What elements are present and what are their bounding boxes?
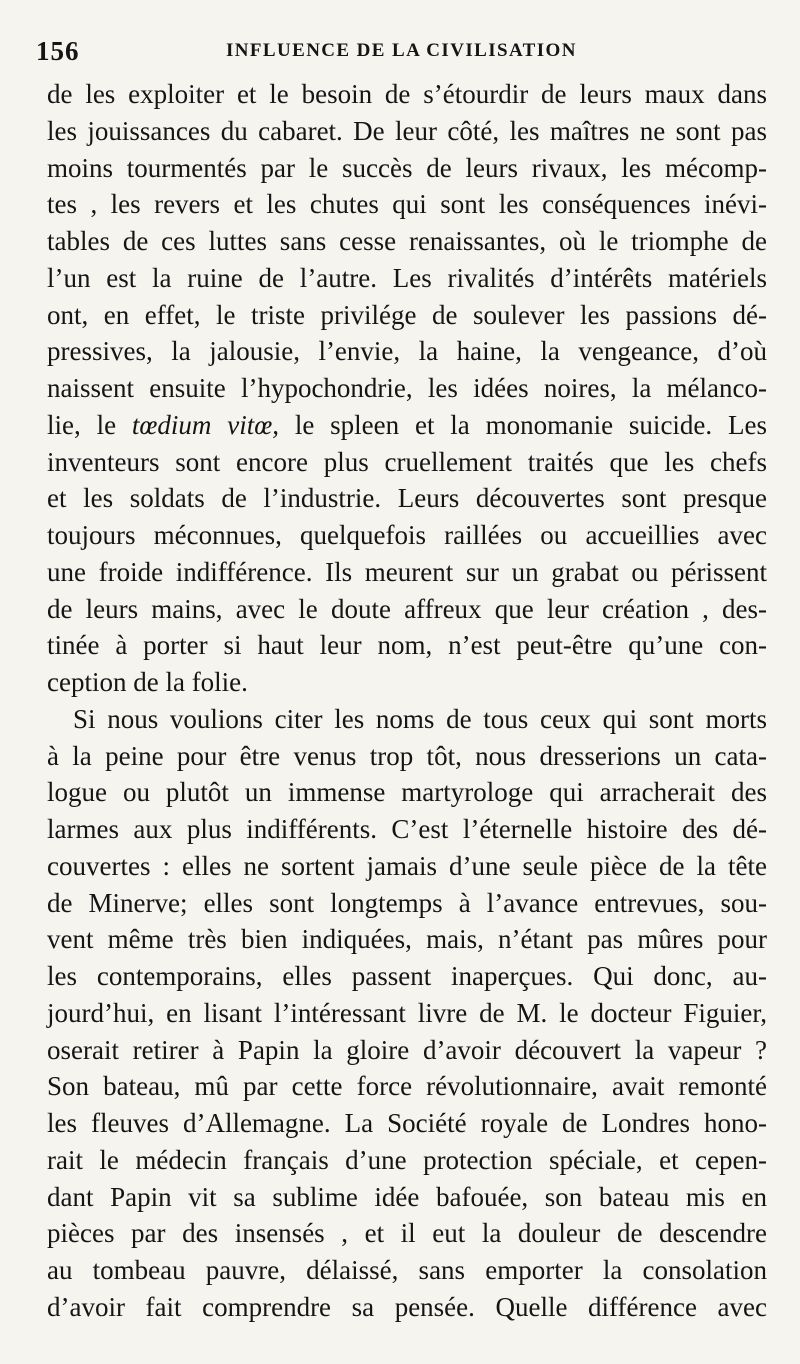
text-line: couvertes : elles ne sortent jamais d’une seule pièce de la tête <box>47 850 767 881</box>
running-title: INFLUENCE DE LA CIVILISATION <box>226 40 577 61</box>
text-segment: le spleen et la monomanie suicide. Les <box>279 409 767 440</box>
paragraph-1 <box>47 76 767 701</box>
italic-latin-phrase: tœdium vitœ, <box>131 409 279 440</box>
text-line: de Minerve; elles sont longtemps à l’avance entrevues, sou- <box>47 887 767 918</box>
text-line: naissent ensuite l’hypochondrie, les idées noires, la mélanco- <box>47 373 767 403</box>
text-line: inventeurs sont encore plus cruellement traités que les chefs <box>47 446 767 477</box>
text-line: de leurs mains, avec le doute affreux que leur création , des- <box>47 593 767 624</box>
text-line: et les soldats de l’industrie. Leurs découvertes sont presque <box>47 483 767 514</box>
text-line: pièces par des insensés , et il eut la douleur de descendre <box>47 1218 767 1249</box>
text-line: les contemporains, elles passent inaperçues. Qui donc, au- <box>47 961 767 991</box>
text-line: logue ou plutôt un immense martyrologe qui arracherait des <box>47 777 767 808</box>
text-line: d’avoir fait comprendre sa pensée. Quelle différence avec <box>47 1291 767 1322</box>
text-line: moins tourmentés par le succès de leurs rivaux, les mécomp- <box>47 152 767 183</box>
text-line: une froide indifférence. Ils meurent sur un grabat ou périssent <box>47 556 767 587</box>
text-line: Si nous voulions citer les noms de tous ceux qui sont morts <box>73 703 767 734</box>
text-line: au tombeau pauvre, délaissé, sans emporter la consolation <box>47 1255 767 1285</box>
page-header <box>36 36 756 72</box>
page-number: 156 <box>36 36 80 66</box>
text-line: ont, en effet, le triste privilége de soulever les passions dé- <box>47 299 767 330</box>
text-line: l’un est la ruine de l’autre. Les rivalités d’intérêts matériels <box>47 262 767 293</box>
text-line: dant Papin vit sa sublime idée bafouée, son bateau mis en <box>47 1181 767 1212</box>
text-line: oserait retirer à Papin la gloire d’avoir découvert la vapeur ? <box>47 1034 767 1065</box>
body-text <box>47 76 767 1326</box>
text-line: vent même très bien indiquées, mais, n’étant pas mûres pour <box>47 924 767 955</box>
text-line: pressives, la jalousie, l’envie, la haine, la vengeance, d’où <box>47 336 767 367</box>
text-line: tables de ces luttes sans cesse renaissantes, où le triomphe de <box>47 226 767 256</box>
text-line: les fleuves d’Allemagne. La Société royale de Londres hono- <box>47 1108 767 1138</box>
text-segment: lie, le <box>47 409 132 440</box>
text-line: Son bateau, mû par cette force révolutionnaire, avait remonté <box>47 1071 767 1102</box>
text-line: ception de la folie. <box>47 667 248 697</box>
text-line: les jouissances du cabaret. De leur côté, les maîtres ne sont pas <box>47 115 767 146</box>
text-line: toujours méconnues, quelquefois raillées ou accueillies avec <box>47 520 767 550</box>
text-line: rait le médecin français d’une protection spéciale, et cepen- <box>47 1144 767 1175</box>
text-line: de les exploiter et le besoin de s’étourdir de leurs maux dans <box>47 79 767 109</box>
text-line: jourd’hui, en lisant l’intéressant livre de M. le docteur Figuier, <box>47 997 767 1028</box>
text-line <box>47 407 767 444</box>
text-line: larmes aux plus indifférents. C’est l’éternelle histoire des dé- <box>47 814 767 844</box>
text-line: tinée à porter si haut leur nom, n’est peut-être qu’une con- <box>47 630 767 661</box>
text-line: tes , les revers et les chutes qui sont les conséquences inévi- <box>47 189 767 220</box>
text-line: à la peine pour être venus trop tôt, nous dresserions un cata- <box>47 740 767 771</box>
paragraph-2 <box>47 701 767 1326</box>
